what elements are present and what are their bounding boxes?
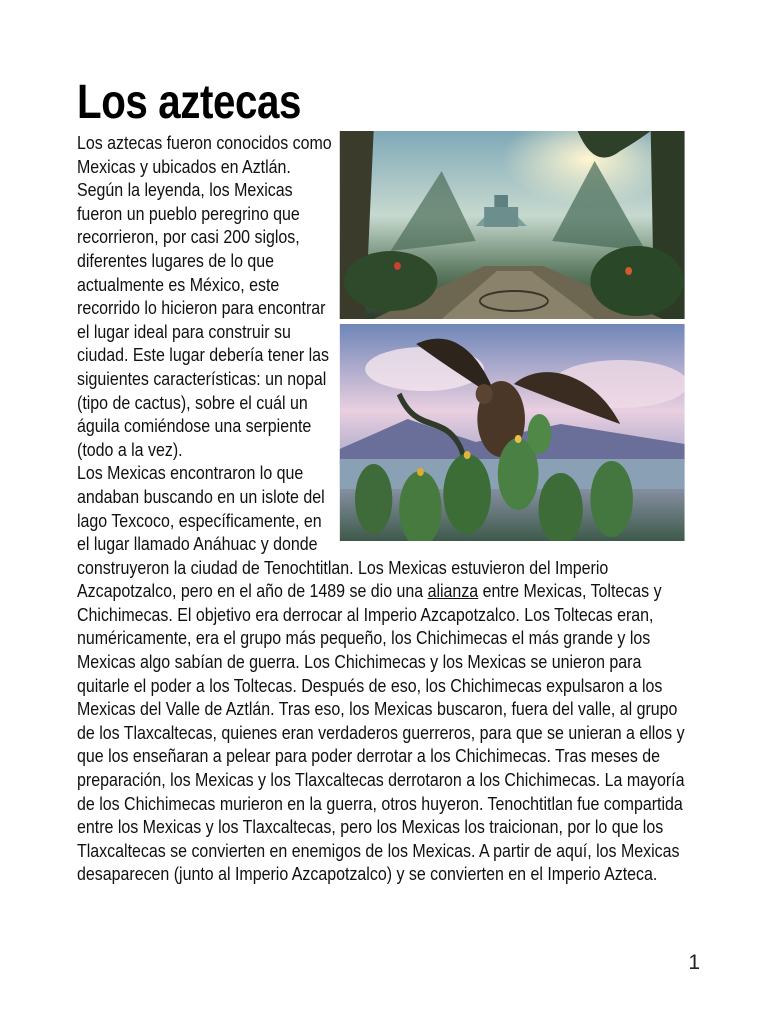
figure-column — [340, 131, 685, 543]
eagle-serpent-cactus-image — [340, 324, 685, 541]
paragraph-1: Los aztecas fueron conocidos como Mexicas y ubicados en Aztlán. Según la leyenda, los Mexicas fueron un pueblo peregrino que recorrieron, por casi 200 siglos, diferentes lugares de lo que actualmente es México, este recorrido lo hicieron para encontrar el lugar ideal para construir su ciudad. Este lugar debería tener las siguientes características: un nopal (tipo de cactus), sobre el cuál un águila comiéndose una serpiente (todo a la vez). — [77, 132, 332, 460]
page-title: Los aztecas — [77, 76, 301, 129]
paragraph-2-start: Los Mexicas encontraron lo que andaban buscando en un islote del lago Texcoco, específicamente, en el lugar llamado Anáhuac y donde construyeron la ciudad de Tenochtitlan. Los Mexicas estuvieron del Imperio Azcapotzalco, pero en el año de 1489 se dio una — [77, 462, 609, 602]
article-body — [77, 131, 685, 886]
paragraph-2-end: entre Mexicas, Toltecas y Chichimecas. El objetivo era derrocar al Imperio Azcapotzalco. Los Toltecas eran, numéricamente, era el grupo más pequeño, los Chichimecas el más grande y los Mexicas algo sabían de guerra. Los Chichimecas y los Mexicas se unieron para quitarle el poder a los Toltecas. Después de eso, los Chichimecas expulsaron a los Mexicas del Valle de Aztlán. Tras eso, los Mexicas buscaron, fuera del valle, al grupo de los Tlaxcaltecas, quienes eran verdaderos guerreros, para que se unieran a ellos y que los enseñaran a pelear para poder derrotar a los Chichimecas. Tras meses de preparación, los Mexicas y los Tlaxcaltecas derrotaron a los Chichimecas. La mayoría de los Chichimecas murieron en la guerra, otros huyeron. Tenochtitlan fue compartida entre los Mexicas y los Tlaxcaltecas, pero los Mexicas los traicionan, por lo que los Tlaxcaltecas se convierten en enemigos de los Mexicas. A partir de aquí, los Mexicas desaparecen (junto al Imperio Azcapotzalco) y se convierten en el Imperio Azteca. — [77, 580, 685, 885]
jungle-temple-image — [340, 131, 685, 319]
alianza-link[interactable]: alianza — [427, 580, 479, 602]
page-number: 1 — [688, 951, 700, 974]
